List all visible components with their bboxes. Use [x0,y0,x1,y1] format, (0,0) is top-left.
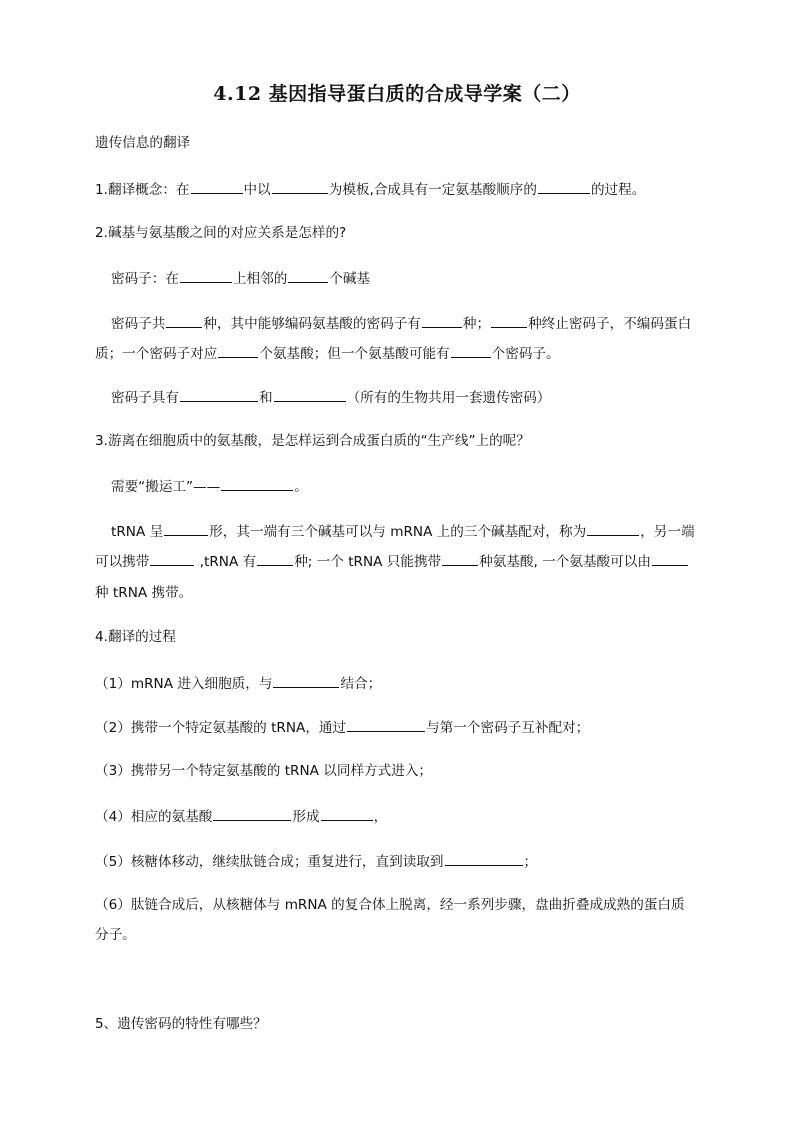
answer-blank[interactable] [288,268,328,283]
step-2: （2）携带一个特定氨基酸的 tRNA，通过 与第一个密码子互补配对； [95,717,589,737]
answer-blank[interactable] [587,521,639,536]
codon-properties: 密码子具有 和 （所有的生物共用一套遗传密码） [111,387,550,407]
codon-definition: 密码子：在 上相邻的 个碱基 [111,268,370,288]
trna-description-end: 种 tRNA 携带。 [95,585,193,601]
answer-blank[interactable] [274,387,346,402]
trna-description-continued: 可以携带 ,tRNA 有 种; 一个 tRNA 只能携带 种氨基酸, 一个氨基酸可以由 [95,551,689,571]
answer-blank[interactable] [538,179,590,194]
question-2: 2.碱基与氨基酸之间的对应关系是怎样的? [95,225,347,241]
answer-blank[interactable] [191,179,243,194]
step-4: （4）相应的氨基酸 形成 ， [95,806,387,826]
step-6: （6）肽链合成后，从核糖体与 mRNA 的复合体上脱离，经一系列步骤，盘曲折叠成成熟的蛋白质 [95,897,685,913]
answer-blank[interactable] [213,806,291,821]
answer-blank[interactable] [442,551,478,566]
step-1: （1）mRNA 进入细胞质，与 结合； [95,673,381,693]
answer-blank[interactable] [166,313,202,328]
answer-blank[interactable] [422,313,462,328]
answer-blank[interactable] [218,343,258,358]
answer-blank[interactable] [451,343,491,358]
page-title: 4.12 基因指导蛋白质的合成导学案（二） [213,83,581,105]
answer-blank[interactable] [491,313,527,328]
codon-count-continued: 质；一个密码子对应 个氨基酸；但一个氨基酸可能有 个密码子。 [95,343,560,363]
answer-blank[interactable] [221,476,293,491]
question-4: 4.翻译的过程 [95,629,176,645]
question-1: 1.翻译概念：在 中以 为模板,合成具有一定氨基酸顺序的 的过程。 [95,179,645,199]
answer-blank[interactable] [652,551,688,566]
question-5: 5、遗传密码的特性有哪些？ [95,1016,267,1032]
answer-blank[interactable] [257,551,293,566]
answer-blank[interactable] [273,673,339,688]
answer-blank[interactable] [164,521,208,536]
answer-blank[interactable] [180,387,258,402]
answer-blank[interactable] [180,268,232,283]
step-5: （5）核糖体移动，继续肽链合成；重复进行，直到读取到 ； [95,851,537,871]
answer-blank[interactable] [272,179,328,194]
step-6-continued: 分子。 [95,927,136,943]
step-3: （3）携带另一个特定氨基酸的 tRNA 以同样方式进入； [95,763,433,779]
answer-blank[interactable] [347,717,425,732]
trna-description: tRNA 呈 形，其一端有三个碱基可以与 mRNA 上的三个碱基配对，称为 ，另一端 [111,521,695,541]
answer-blank[interactable] [445,851,523,866]
answer-blank[interactable] [150,551,194,566]
carrier-line: 需要“搬运工”—— 。 [111,476,308,496]
question-3: 3.游离在细胞质中的氨基酸，是怎样运到合成蛋白质的“生产线”上的呢？ [95,433,530,449]
codon-count: 密码子共 种，其中能够编码氨基酸的密码子有 种； 种终止密码子，不编码蛋白 [111,313,691,333]
answer-blank[interactable] [321,806,373,821]
section-heading: 遗传信息的翻译 [95,135,191,151]
